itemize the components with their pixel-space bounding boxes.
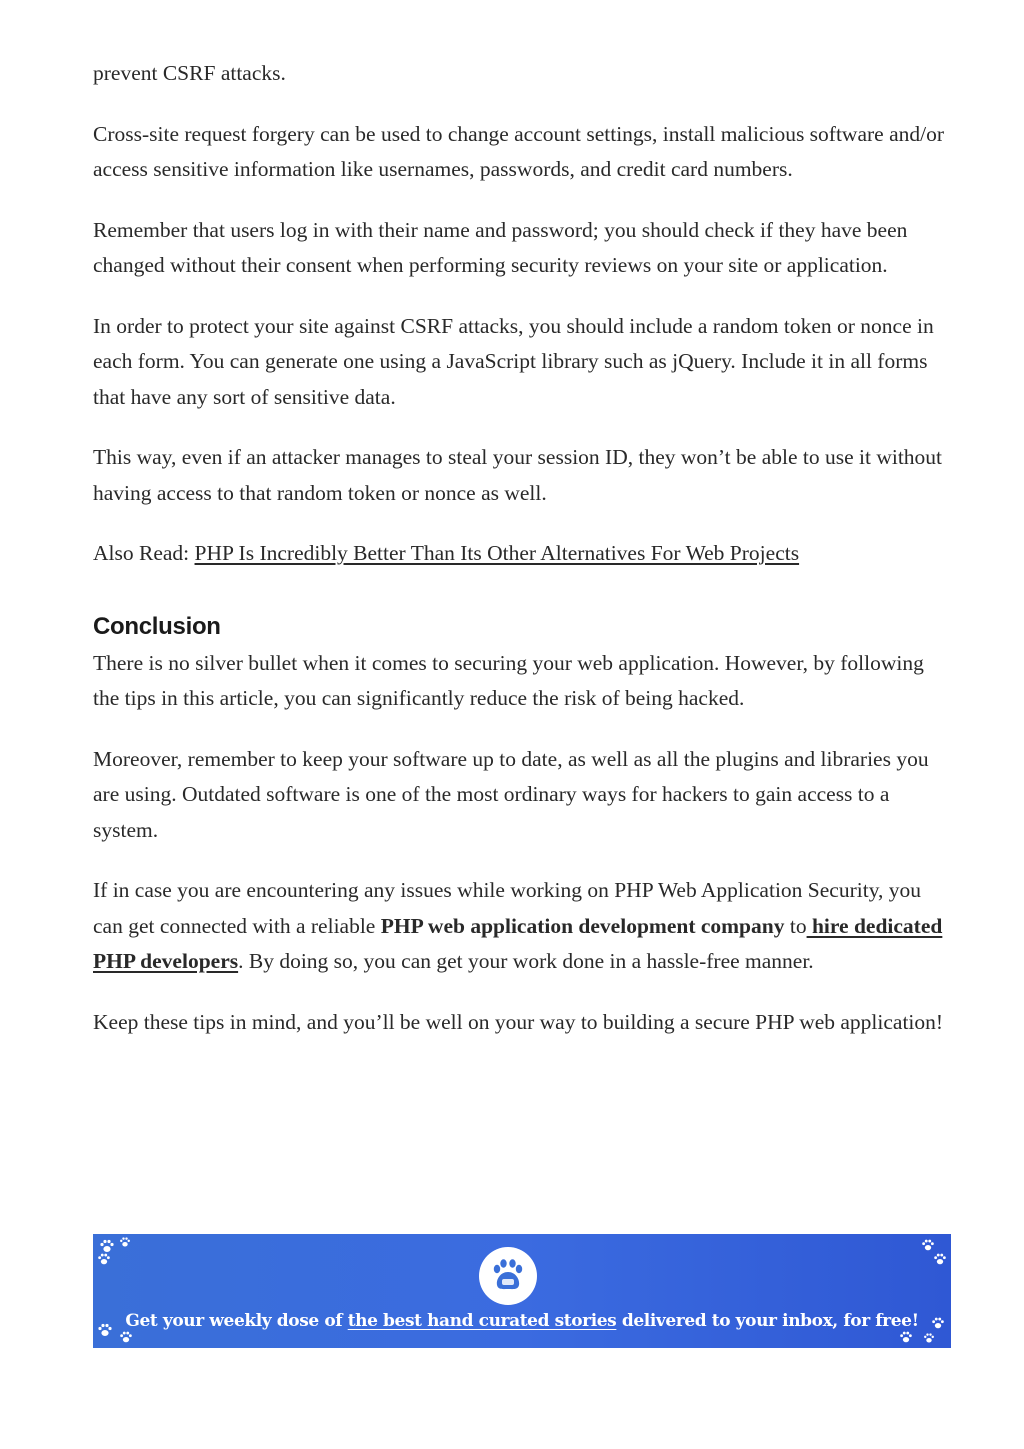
article-body [93,56,953,1065]
paragraph: Cross-site request forgery can be used to change account settings, install malicious software and/or access sensitive information like usernames, passwords, and credit card numbers. [93,121,945,181]
bold-text: PHP web application development company [380,913,785,938]
conclusion-heading: Conclusion [93,612,221,640]
text: . By doing so, you can get your work done in a hassle-free manner. [238,949,814,973]
link-label: hire dedicated PHP developers [93,913,943,973]
also-read [93,536,953,572]
paragraph: There is no silver bullet when it comes to securing your web application. However, by following the tips in this article, you can significantly reduce the risk of being hacked. [93,650,924,710]
paw-icon [933,1252,947,1266]
paragraph: Remember that users log in with their name and password; you should check if they have been changed without their consent when performing security reviews on your site or application. [93,217,908,277]
paragraph: In order to protect your site against CSRF attacks, you should include a random token or nonce in each form. You can generate one using a JavaScript library such as jQuery. Include it in all forms that have any sort of sensitive data. [93,313,934,409]
text: delivered to your inbox, for free! [616,1311,919,1331]
banner-text [93,1311,951,1331]
paragraph [93,873,953,980]
curated-stories-link[interactable]: the best hand curated stories [347,1311,617,1331]
paw-icon [923,1332,935,1344]
paw-icon [119,1236,131,1248]
text: to [784,913,807,938]
also-read-label: Also Read: [93,541,195,565]
paragraph: prevent CSRF attacks. [93,61,286,85]
paragraph: Keep these tips in mind, and you’ll be well on your way to building a secure PHP web application! [93,1009,944,1034]
newsletter-banner[interactable] [93,1234,951,1348]
paw-icon [97,1252,111,1266]
paw-icon [921,1238,935,1252]
paragraph: Moreover, remember to keep your software up to date, as well as all the plugins and libraries you are using. Outdated software is one of the most ordinary ways for hackers to gain access to a system. [93,746,929,842]
text: Get your weekly dose of [125,1311,348,1331]
paw-icon [488,1256,528,1296]
paw-icon [119,1330,133,1344]
paragraph: This way, even if an attacker manages to steal your session ID, they won’t be able to use it without having access to that random token or nonce as well. [93,445,943,505]
logo [479,1247,537,1305]
text: If in case you are encountering any issues while working on PHP Web Application Security, you can get connected with a reliable [93,878,922,938]
paw-icon [899,1330,913,1344]
also-read-link[interactable]: PHP Is Incredibly Better Than Its Other Alternatives For Web Projects [194,541,800,565]
